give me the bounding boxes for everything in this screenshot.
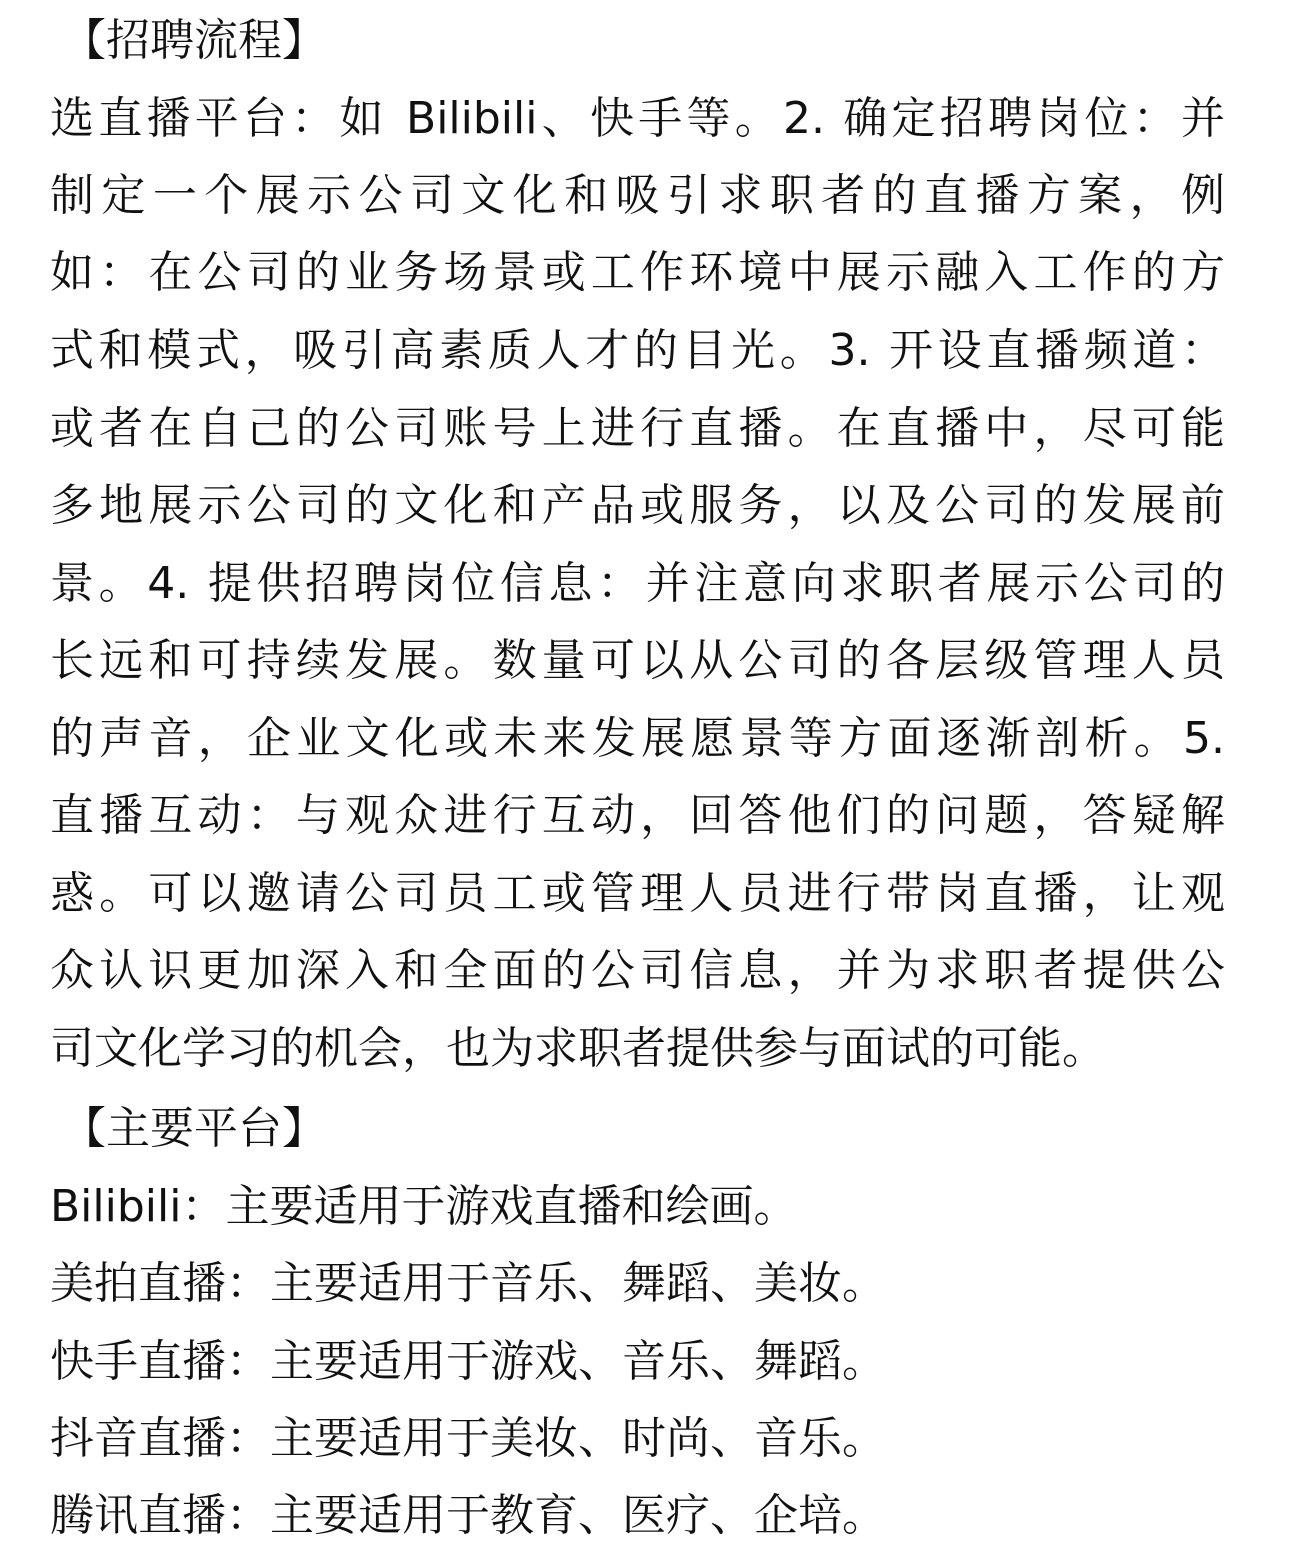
section-heading-recruitment-process: 【招聘流程】 xyxy=(62,15,326,66)
paragraph-line: 长远和可持续发展。数量可以从公司的各层级管理人员 xyxy=(50,635,1225,686)
paragraph-line: 惑。可以邀请公司员工或管理人员进行带岗直播，让观 xyxy=(50,868,1225,919)
paragraph-line: 制定一个展示公司文化和吸引求职者的直播方案，例 xyxy=(50,170,1225,221)
paragraph-line: 众认识更加深入和全面的公司信息，并为求职者提供公 xyxy=(50,945,1225,996)
platform-item-meipai: 美拍直播：主要适用于音乐、舞蹈、美妆。 xyxy=(50,1258,886,1309)
platform-item-douyin: 抖音直播：主要适用于美妆、时尚、音乐。 xyxy=(50,1413,886,1464)
platform-item-kuaishou: 快手直播：主要适用于游戏、音乐、舞蹈。 xyxy=(50,1336,886,1387)
section-heading-main-platforms: 【主要平台】 xyxy=(62,1103,326,1154)
paragraph-line: 选直播平台：如 Bilibili、快手等。2. 确定招聘岗位：并 xyxy=(50,93,1225,144)
paragraph-line: 或者在自己的公司账号上进行直播。在直播中，尽可能 xyxy=(50,403,1225,454)
paragraph-line: 式和模式，吸引高素质人才的目光。3. 开设直播频道： xyxy=(50,325,1225,376)
paragraph-line: 的声音，企业文化或未来发展愿景等方面逐渐剖析。5. xyxy=(50,713,1225,764)
paragraph-line: 司文化学习的机会，也为求职者提供参与面试的可能。 xyxy=(50,1023,1106,1074)
paragraph-line: 多地展示公司的文化和产品或服务，以及公司的发展前 xyxy=(50,480,1225,531)
paragraph-line: 如：在公司的业务场景或工作环境中展示融入工作的方 xyxy=(50,247,1225,298)
paragraph-line: 景。4. 提供招聘岗位信息：并注意向求职者展示公司的 xyxy=(50,558,1225,609)
paragraph-line: 直播互动：与观众进行互动，回答他们的问题，答疑解 xyxy=(50,790,1225,841)
platform-item-bilibili: Bilibili：主要适用于游戏直播和绘画。 xyxy=(50,1181,798,1232)
platform-item-tencent: 腾讯直播：主要适用于教育、医疗、企培。 xyxy=(50,1490,886,1541)
